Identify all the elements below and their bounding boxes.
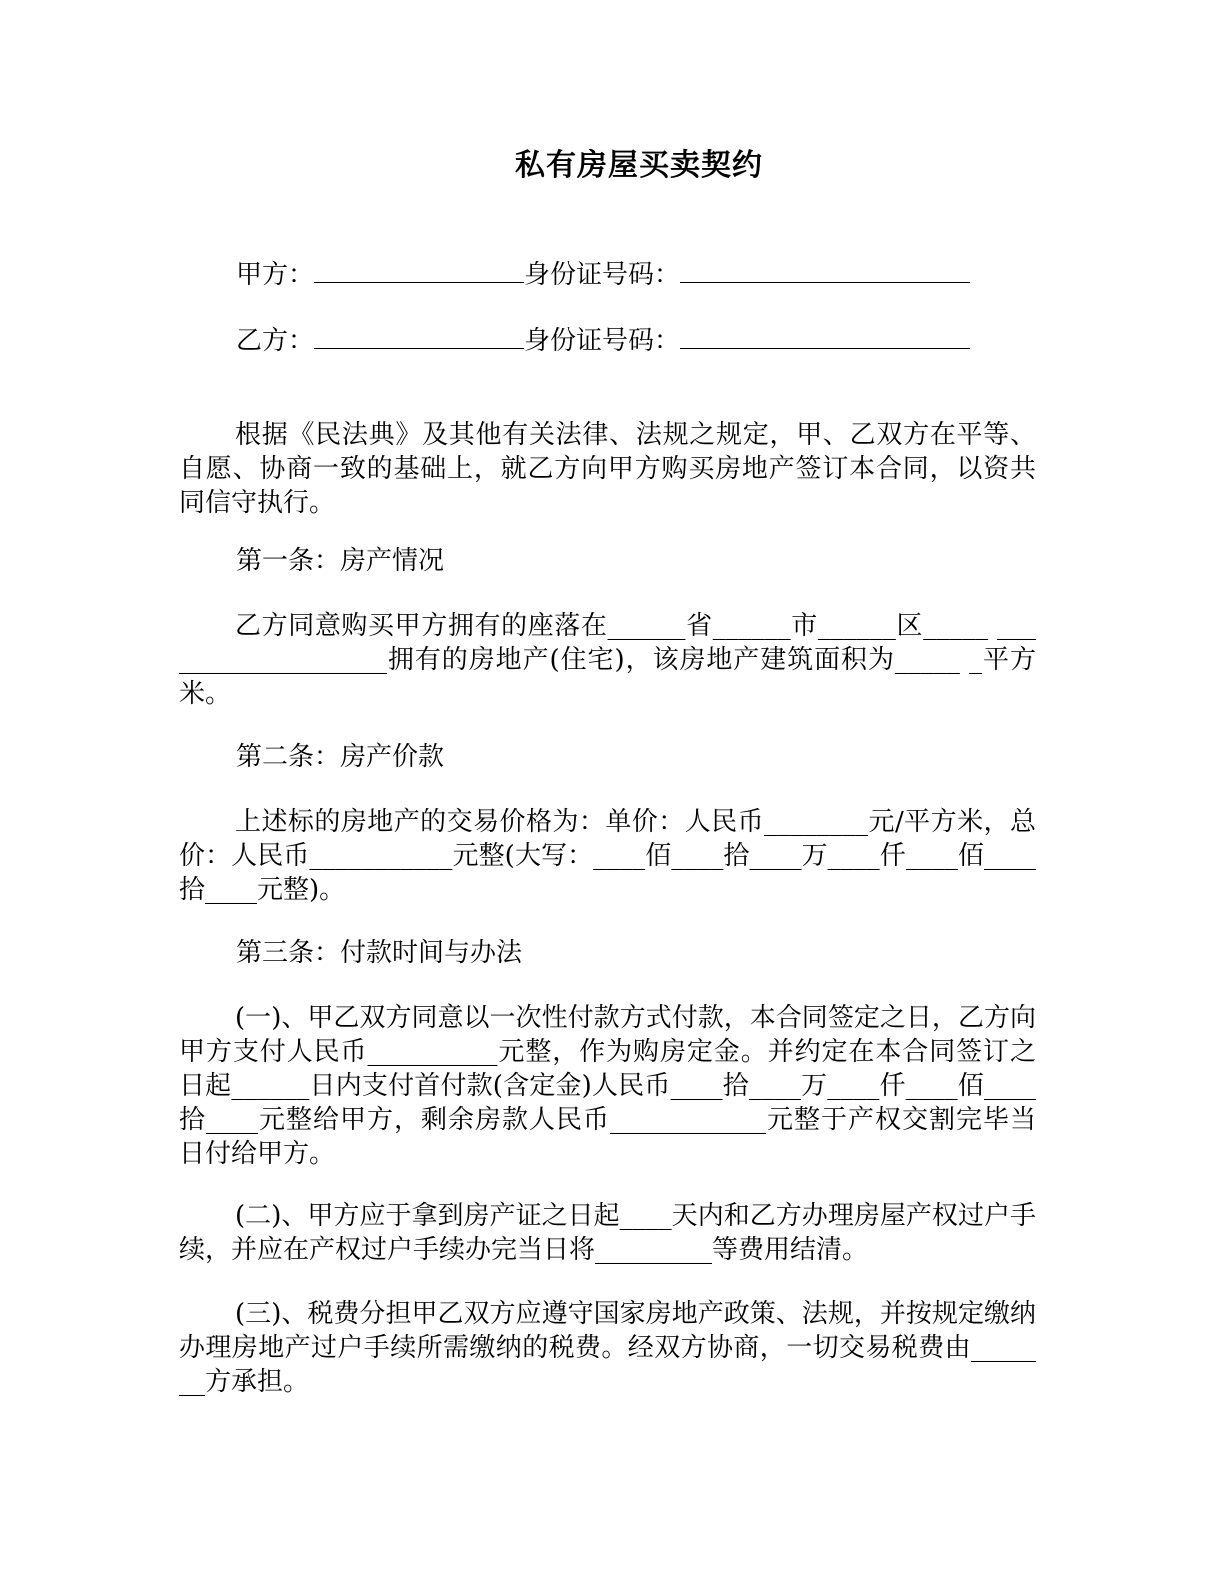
party-b-id-label: 身份证号码： bbox=[524, 326, 681, 356]
document-title: 私有房屋买卖契约 bbox=[515, 148, 763, 183]
article3-heading: 第三条：付款时间与办法 bbox=[236, 938, 523, 968]
preamble-paragraph: 根据《民法典》及其他有关法律、法规之规定，甲、乙双方在平等、自愿、协商一致的基础上，就乙方向甲方购买房地产签订本合同，以资共同信守执行。 bbox=[179, 420, 1036, 518]
party-b-label: 乙方： bbox=[236, 326, 315, 356]
party-a-name-blank bbox=[314, 256, 524, 283]
article1-heading: 第一条：房产情况 bbox=[236, 546, 445, 576]
party-b-id-blank bbox=[680, 322, 970, 349]
article2-body: 上述标的房地产的交易价格为：单价：人民币________元/平方米，总价：人民币___________元整(大写：____佰____拾____万____仟____佰____拾____元整)。 bbox=[179, 807, 1036, 905]
party-a-label: 甲方： bbox=[236, 260, 315, 290]
article1-body: 乙方同意购买甲方拥有的座落在______省______市______区_____ ___________________拥有的房地产(住宅)，该房地产建筑面积为_____ _平方米。 bbox=[179, 611, 1036, 709]
party-a-line bbox=[236, 256, 970, 292]
article2-heading: 第二条：房产价款 bbox=[236, 742, 445, 772]
party-a-id-label: 身份证号码： bbox=[524, 260, 681, 290]
party-a-id-blank bbox=[680, 256, 970, 283]
article3-clause3: (三)、税费分担甲乙双方应遵守国家房地产政策、法规，并按规定缴纳办理房地产过户手续所需缴纳的税费。经双方协商，一切交易税费由_______方承担。 bbox=[179, 1299, 1036, 1397]
article3-clause1: (一)、甲乙双方同意以一次性付款方式付款，本合同签定之日，乙方向甲方支付人民币__________元整，作为购房定金。并约定在本合同签订之日起______日内支付首付款(含定金)人民币____拾____万____仟____佰____拾____元整给甲方，剩余房款人民币____________元整于产权交割完毕当日付给甲方。 bbox=[179, 1003, 1036, 1169]
party-b-line bbox=[236, 322, 970, 358]
article3-clause2: (二)、甲方应于拿到房产证之日起____天内和乙方办理房屋产权过户手续，并应在产权过户手续办完当日将_________等费用结清。 bbox=[179, 1201, 1036, 1265]
party-b-name-blank bbox=[314, 322, 524, 349]
